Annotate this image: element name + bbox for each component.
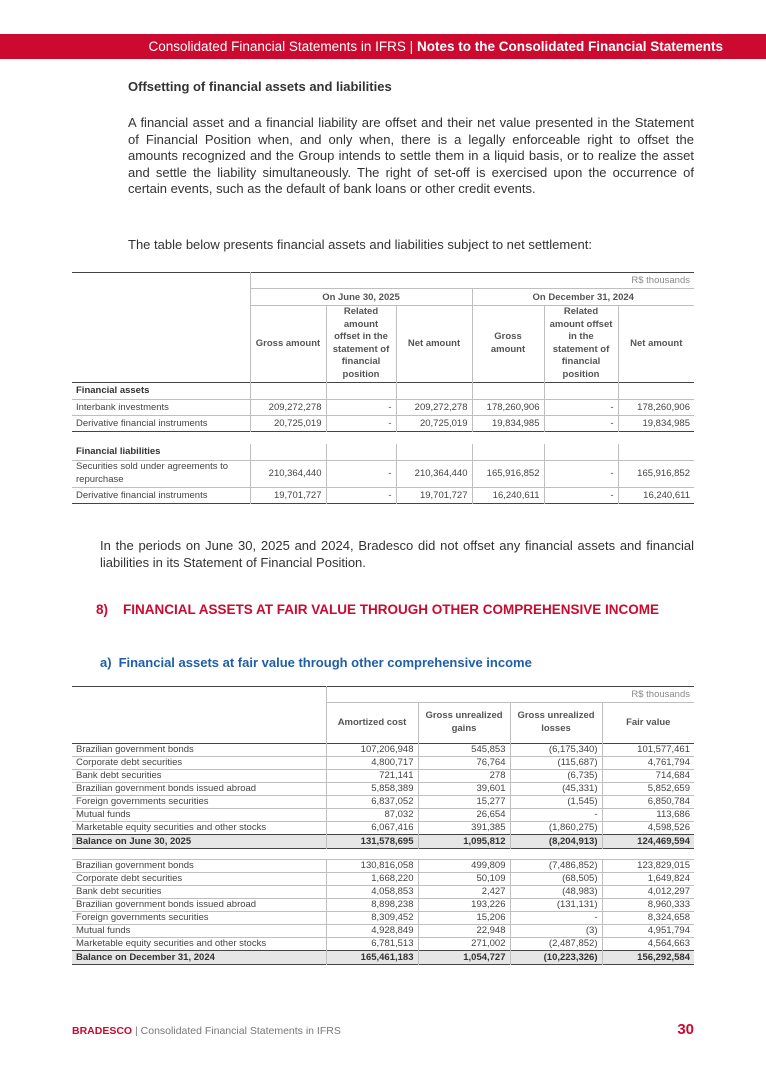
assets-group-cell	[618, 382, 694, 399]
value-cell: 4,951,794	[602, 924, 694, 937]
assets-group-row	[72, 382, 694, 399]
assets-group-cell	[250, 382, 326, 399]
balance-value: 156,292,584	[602, 950, 694, 964]
row-label: Brazilian government bonds	[76, 859, 194, 871]
table-row	[72, 769, 694, 782]
value-cell: 26,654	[418, 808, 510, 821]
no-offset-paragraph: In the periods on June 30, 2025 and 2024, Bradesco did not offset any financial assets and financial liabilities in its Statement of Financial Position.	[100, 538, 694, 570]
table2-column-header: Amortized cost	[326, 703, 418, 744]
value-cell: 15,277	[418, 795, 510, 808]
value-cell: 8,898,238	[326, 898, 418, 911]
assets-group-cell	[544, 382, 618, 399]
offsetting-paragraph: A financial asset and a financial liability are offset and their net value presented in the Statement of Financial Position when, and only when, there is a legally enforceable right to offset the amounts recognized and the Group intends to settle them in a liquid basis, or to realize the asset and settle the liability simultaneously. The right of set-off is exercised upon the occurrence of certain events, such as the default of bank loans or other credit events.	[128, 115, 694, 197]
balance-label: Balance on December 31, 2024	[72, 950, 326, 964]
value-cell: -	[544, 399, 618, 415]
assets-group-cell	[396, 382, 472, 399]
value-cell: -	[510, 808, 602, 821]
balance-value: (8,204,913)	[510, 834, 602, 848]
value-cell: 165,916,852	[472, 460, 544, 487]
assets-group-cell	[326, 382, 396, 399]
value-cell: 178,260,906	[618, 399, 694, 415]
table-intro-paragraph: The table below presents financial assets and liabilities subject to net settlement:	[128, 237, 592, 252]
value-cell: 165,916,852	[618, 460, 694, 487]
value-cell: 87,032	[326, 808, 418, 821]
fvoci-table	[72, 686, 694, 965]
value-cell: 101,577,461	[602, 743, 694, 756]
table-row	[72, 821, 694, 834]
value-cell: 4,928,849	[326, 924, 418, 937]
section-8-title: FINANCIAL ASSETS AT FAIR VALUE THROUGH OTHER COMPREHENSIVE INCOME	[123, 602, 660, 617]
value-cell: 193,226	[418, 898, 510, 911]
table-row	[72, 808, 694, 821]
table1-col-offset-1: Related amount offset in the statement of financial position	[326, 306, 396, 383]
row-label: Marketable equity securities and other stocks	[76, 821, 267, 833]
table-row	[72, 460, 694, 487]
value-cell: -	[544, 415, 618, 431]
value-cell: 6,781,513	[326, 937, 418, 950]
value-cell: 6,850,784	[602, 795, 694, 808]
header-bar	[0, 34, 766, 59]
table1-unit: R$ thousands	[250, 273, 694, 289]
row-label: Derivative financial instruments	[76, 489, 208, 501]
value-cell: 6,067,416	[326, 821, 418, 834]
value-cell: 4,058,853	[326, 885, 418, 898]
value-cell: 278	[418, 769, 510, 782]
value-cell: 8,960,333	[602, 898, 694, 911]
value-cell: 1,668,220	[326, 872, 418, 885]
table1-period2: On December 31, 2024	[472, 289, 694, 306]
value-cell: -	[326, 415, 396, 431]
row-label: Corporate debt securities	[76, 756, 183, 768]
liabilities-group-cell	[618, 444, 694, 461]
header-left-title: Consolidated Financial Statements in IFRS	[148, 39, 406, 54]
table-row	[72, 782, 694, 795]
value-cell: 4,598,526	[602, 821, 694, 834]
table1-col-net-2: Net amount	[618, 306, 694, 383]
value-cell: (6,175,340)	[510, 743, 602, 756]
value-cell: (45,331)	[510, 782, 602, 795]
value-cell: 20,725,019	[250, 415, 326, 431]
value-cell: 5,858,389	[326, 782, 418, 795]
value-cell: 4,012,297	[602, 885, 694, 898]
value-cell: 4,564,663	[602, 937, 694, 950]
value-cell: 22,948	[418, 924, 510, 937]
table2-unit: R$ thousands	[326, 687, 694, 703]
balance-value: 1,095,812	[418, 834, 510, 848]
liabilities-group-cell	[472, 444, 544, 461]
row-label: Bank debt securities	[76, 885, 162, 897]
table2-column-header: Gross unrealized gains	[418, 703, 510, 744]
value-cell: 178,260,906	[472, 399, 544, 415]
value-cell: 15,206	[418, 911, 510, 924]
liabilities-group-row	[72, 444, 694, 461]
header-separator: |	[409, 39, 414, 54]
section-8-heading	[96, 600, 694, 619]
value-cell: 210,364,440	[396, 460, 472, 487]
footer-brand: BRADESCO	[72, 1025, 133, 1037]
value-cell: -	[544, 460, 618, 487]
value-cell: (48,983)	[510, 885, 602, 898]
subsection-a-title: Financial assets at fair value through other comprehensive income	[118, 655, 532, 670]
table2-column-header: Fair value	[602, 703, 694, 744]
value-cell: 714,684	[602, 769, 694, 782]
value-cell: 107,206,948	[326, 743, 418, 756]
balance-value: 124,469,594	[602, 834, 694, 848]
value-cell: 19,701,727	[396, 487, 472, 503]
row-label: Corporate debt securities	[76, 872, 183, 884]
footer-text: Consolidated Financial Statements in IFRS	[140, 1025, 341, 1037]
liabilities-group-cell	[250, 444, 326, 461]
value-cell: 6,837,052	[326, 795, 418, 808]
value-cell: 19,701,727	[250, 487, 326, 503]
value-cell: -	[326, 460, 396, 487]
table-row	[72, 924, 694, 937]
value-cell: 721,141	[326, 769, 418, 782]
section-8-number: 8)	[96, 602, 109, 617]
value-cell: 2,427	[418, 885, 510, 898]
table-row	[72, 415, 694, 431]
table-row	[72, 756, 694, 769]
value-cell: (7,486,852)	[510, 859, 602, 872]
subsection-a-letter: a)	[100, 655, 112, 670]
value-cell: 1,649,824	[602, 872, 694, 885]
value-cell: 8,324,658	[602, 911, 694, 924]
value-cell: -	[326, 399, 396, 415]
table-row	[72, 795, 694, 808]
balance-value: 1,054,727	[418, 950, 510, 964]
value-cell: 16,240,611	[472, 487, 544, 503]
row-label: Foreign governments securities	[76, 911, 209, 923]
value-cell: 4,761,794	[602, 756, 694, 769]
value-cell: (1,545)	[510, 795, 602, 808]
table1-col-gross-1: Gross amount	[250, 306, 326, 383]
table1-col-gross-2: Gross amount	[472, 306, 544, 383]
value-cell: (68,505)	[510, 872, 602, 885]
value-cell: (2,487,852)	[510, 937, 602, 950]
value-cell: 210,364,440	[250, 460, 326, 487]
spacer-row	[72, 848, 694, 859]
value-cell: (1,860,275)	[510, 821, 602, 834]
table1-col-offset-2: Related amount offset in the statement of financial position	[544, 306, 618, 383]
value-cell: 113,686	[602, 808, 694, 821]
row-label: Interbank investments	[76, 401, 169, 413]
table2-column-header: Gross unrealized losses	[510, 703, 602, 744]
balance-label: Balance on June 30, 2025	[72, 834, 326, 848]
table-row	[72, 885, 694, 898]
table-row	[72, 911, 694, 924]
value-cell: (6,735)	[510, 769, 602, 782]
table1-col-net-1: Net amount	[396, 306, 472, 383]
value-cell: (3)	[510, 924, 602, 937]
balance-value: 131,578,695	[326, 834, 418, 848]
value-cell: 545,853	[418, 743, 510, 756]
value-cell: 130,816,058	[326, 859, 418, 872]
spacer-cell	[72, 848, 694, 859]
value-cell: 19,834,985	[618, 415, 694, 431]
balance-value: 165,461,183	[326, 950, 418, 964]
assets-group-label: Financial assets	[76, 385, 150, 396]
value-cell: 19,834,985	[472, 415, 544, 431]
row-label: Bank debt securities	[76, 769, 162, 781]
table-row	[72, 487, 694, 503]
value-cell: 50,109	[418, 872, 510, 885]
table-row	[72, 937, 694, 950]
table-row	[72, 898, 694, 911]
row-label: Mutual funds	[76, 808, 131, 820]
liabilities-group-cell	[544, 444, 618, 461]
value-cell: 5,852,659	[602, 782, 694, 795]
row-label: Brazilian government bonds issued abroad	[76, 782, 257, 794]
value-cell: 123,829,015	[602, 859, 694, 872]
value-cell: (115,687)	[510, 756, 602, 769]
page-number: 30	[677, 1021, 694, 1038]
value-cell: 499,809	[418, 859, 510, 872]
value-cell: 39,601	[418, 782, 510, 795]
table-row	[72, 859, 694, 872]
row-label: Mutual funds	[76, 924, 131, 936]
value-cell: 8,309,452	[326, 911, 418, 924]
value-cell: 209,272,278	[250, 399, 326, 415]
value-cell: -	[510, 911, 602, 924]
value-cell: 391,385	[418, 821, 510, 834]
liabilities-group-cell	[396, 444, 472, 461]
row-label: Brazilian government bonds issued abroad	[76, 898, 257, 910]
row-label: Derivative financial instruments	[76, 417, 208, 429]
row-label: Marketable equity securities and other stocks	[76, 937, 267, 949]
liabilities-group-cell	[326, 444, 396, 461]
balance-row	[72, 834, 694, 848]
balance-row	[72, 950, 694, 964]
value-cell: -	[544, 487, 618, 503]
value-cell: 271,002	[418, 937, 510, 950]
value-cell: 209,272,278	[396, 399, 472, 415]
row-label: Securities sold under agreements to repurchase	[76, 461, 229, 485]
footer	[72, 1025, 341, 1037]
balance-value: (10,223,326)	[510, 950, 602, 964]
table-row	[72, 743, 694, 756]
header-right-title: Notes to the Consolidated Financial Statements	[416, 39, 723, 54]
value-cell: 20,725,019	[396, 415, 472, 431]
subsection-a-heading	[100, 655, 532, 670]
value-cell: 76,764	[418, 756, 510, 769]
value-cell: 4,800,717	[326, 756, 418, 769]
assets-group-cell	[472, 382, 544, 399]
value-cell: (131,131)	[510, 898, 602, 911]
liabilities-group-label: Financial liabilities	[76, 446, 161, 457]
table-row	[72, 872, 694, 885]
value-cell: 16,240,611	[618, 487, 694, 503]
value-cell: -	[326, 487, 396, 503]
offsetting-table	[72, 272, 694, 504]
footer-separator: |	[135, 1025, 138, 1037]
offsetting-title: Offsetting of financial assets and liabilities	[128, 79, 392, 94]
table-row	[72, 399, 694, 415]
row-label: Foreign governments securities	[76, 795, 209, 807]
table1-period1: On June 30, 2025	[250, 289, 472, 306]
row-label: Brazilian government bonds	[76, 743, 194, 755]
